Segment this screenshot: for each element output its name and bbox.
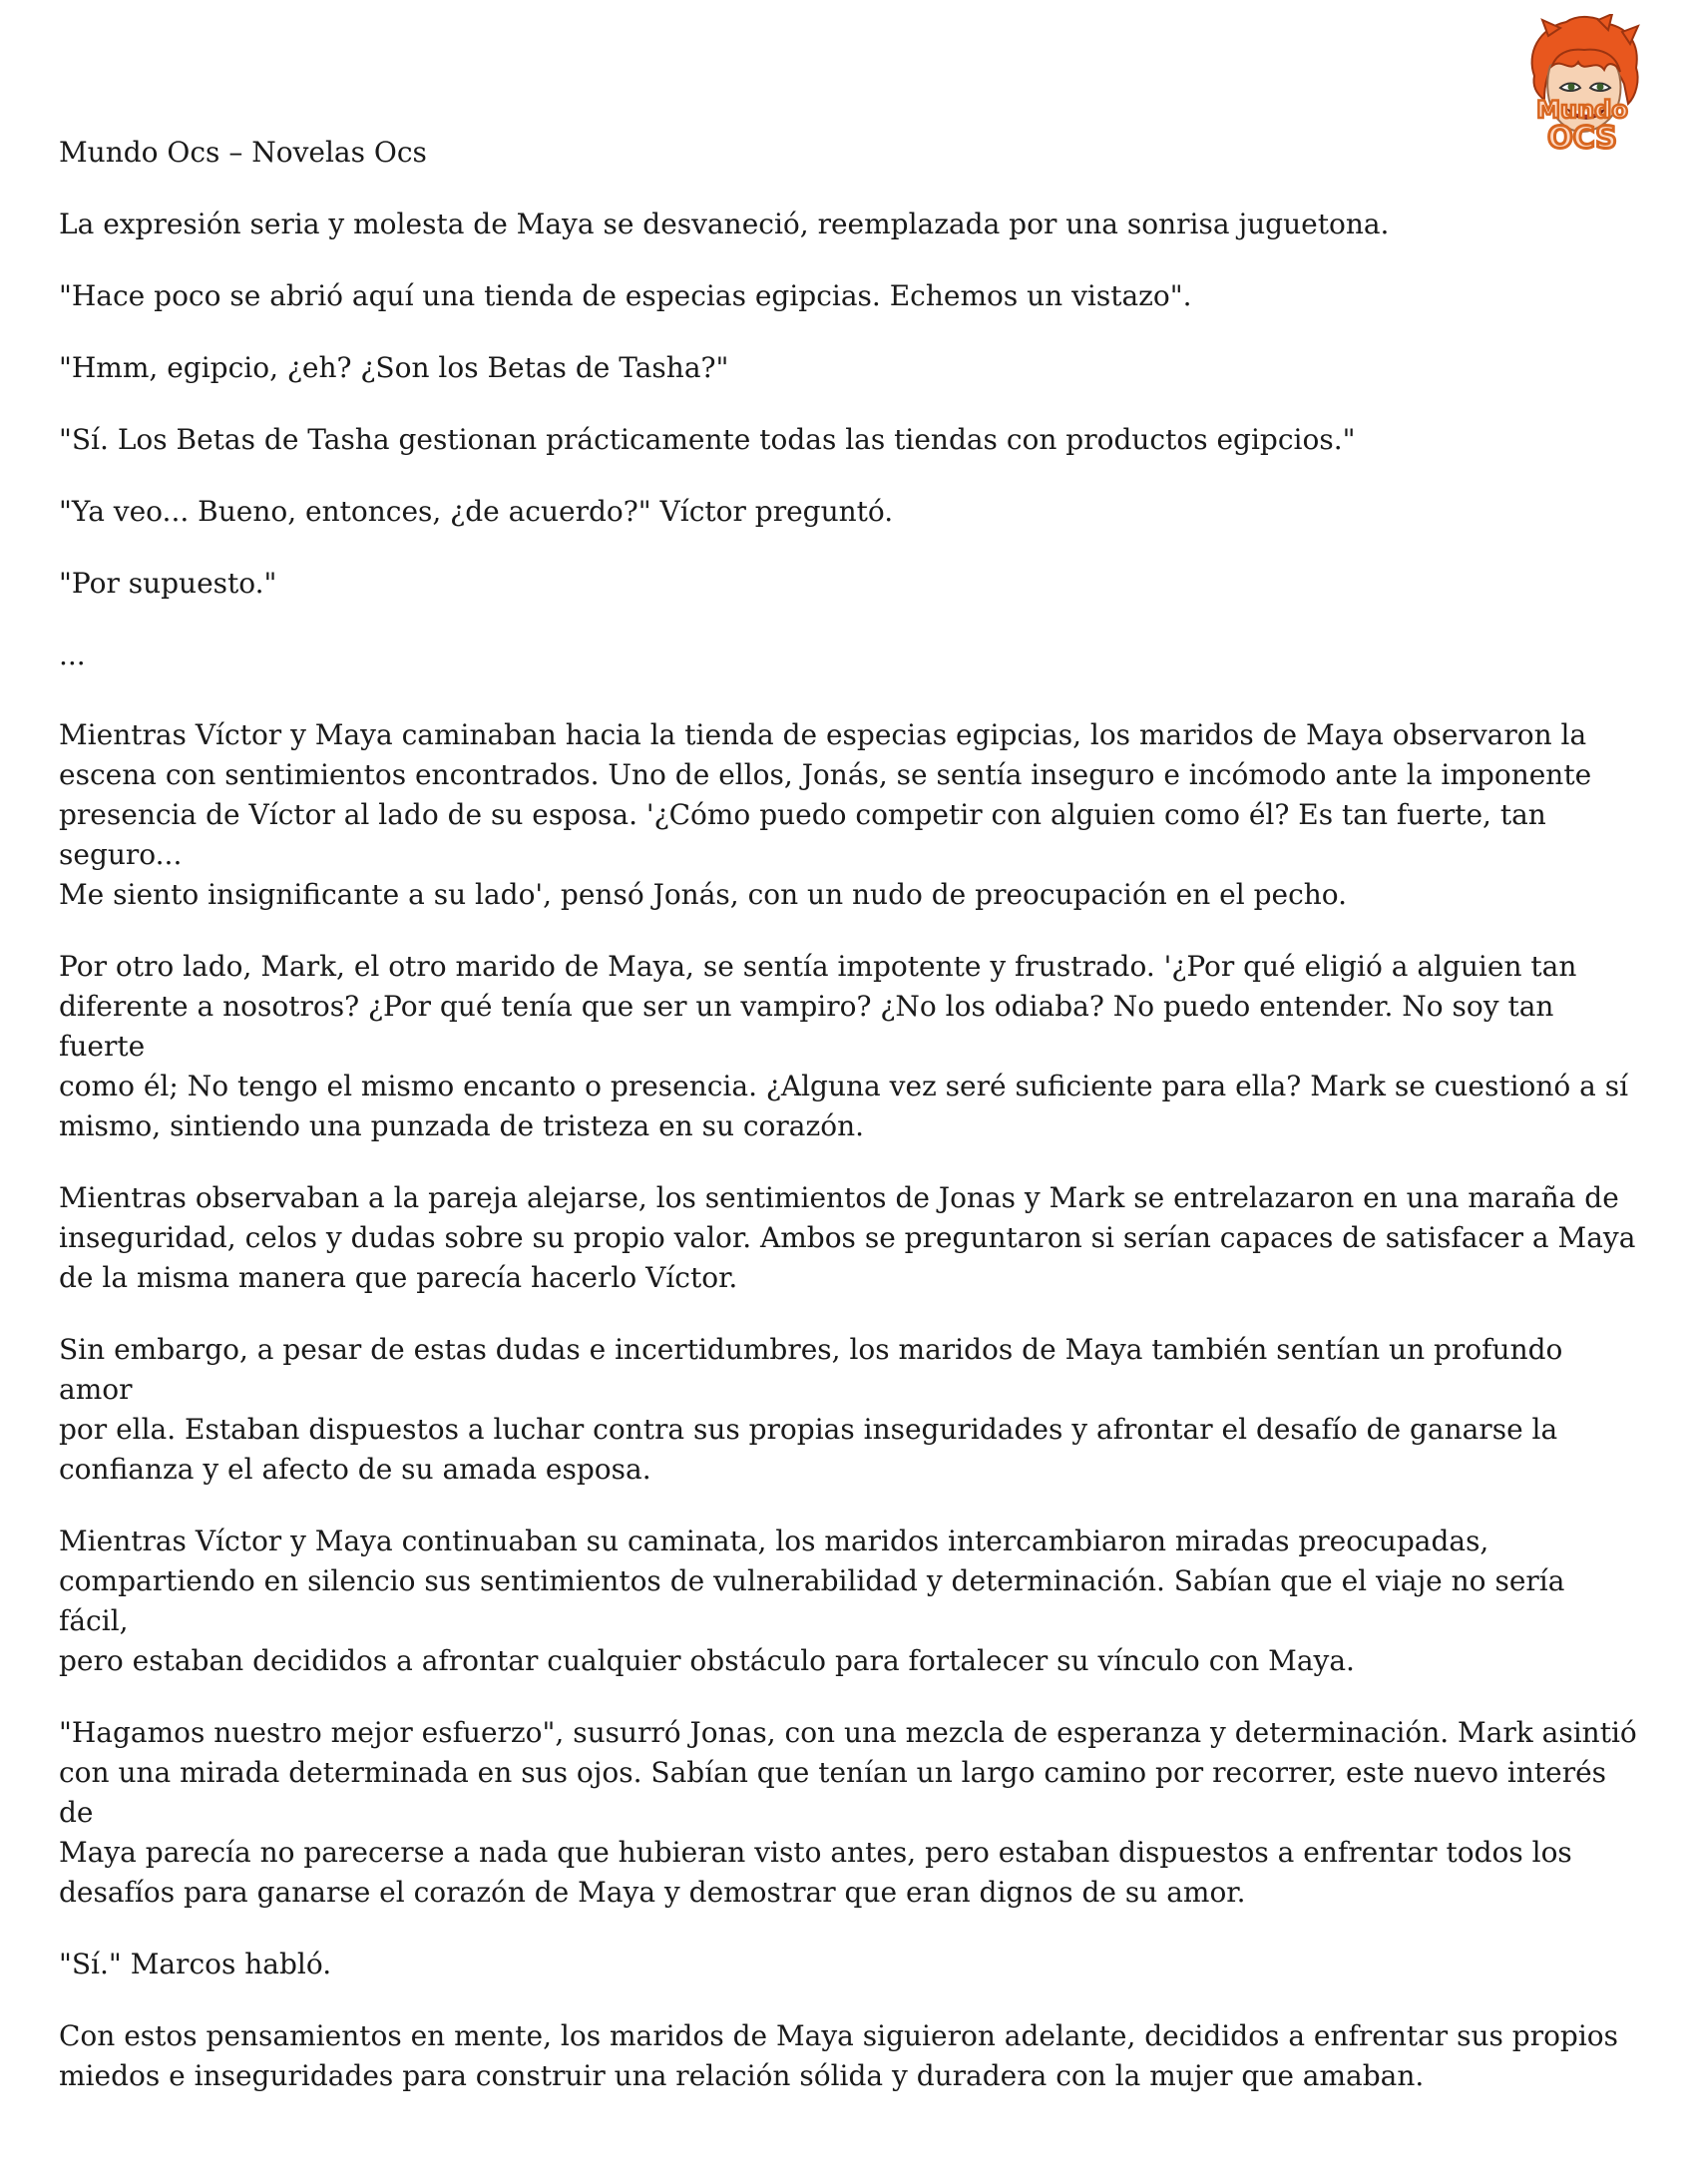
paragraph: Por otro lado, Mark, el otro marido de Maya, se sentía impotente y frustrado. '¿Por qué eligió a alguien tan diferente a nosotros? ¿Por qué tenía que ser un vampiro? ¿No los odiaba? No puedo entender. No soy tan fuerte como él; No tengo el mismo encanto o presencia. ¿Alguna vez seré suficiente para ella? Mark se cuestionó a sí mismo, sintiendo una punzada de tristeza en su corazón. xyxy=(59,950,1629,1142)
paragraph: Con estos pensamientos en mente, los maridos de Maya siguieron adelante, decididos a enfrentar sus propios miedos e inseguridades para construir una relación sólida y duradera con la mujer que amaban. xyxy=(59,2019,1619,2092)
paragraph: "Por supuesto." xyxy=(59,567,277,600)
document-header: Mundo Ocs – Novelas Ocs xyxy=(59,136,427,169)
paragraph: "Hmm, egipcio, ¿eh? ¿Son los Betas de Tasha?" xyxy=(59,351,729,384)
paragraph: Mientras Víctor y Maya continuaban su caminata, los maridos intercambiaron miradas preocupadas, compartiendo en silencio sus sentimientos de vulnerabilidad y determinación. Sabían que el viaje no sería fácil, pero estaban decididos a afrontar cualquier obstáculo para fortalecer su vínculo con Maya. xyxy=(59,1525,1565,1677)
paragraph: "Sí. Los Betas de Tasha gestionan prácticamente todas las tiendas con productos egipcios." xyxy=(59,423,1356,456)
paragraph: "Sí." Marcos habló. xyxy=(59,1948,332,1980)
paragraph: Sin embargo, a pesar de estas dudas e incertidumbres, los maridos de Maya también sentían un profundo amor por ella. Estaban dispuestos a luchar contra sus propias inseguridades y afrontar el desafío de ganarse la confianza y el afecto de su amada esposa. xyxy=(59,1333,1563,1486)
paragraph: Mientras observaban a la pareja alejarse, los sentimientos de Jonas y Mark se entrelazaron en una maraña de inseguridad, celos y dudas sobre su propio valor. Ambos se preguntaron si serían capaces de satisfacer a Maya de la misma manera que parecía hacerlo Víctor. xyxy=(59,1181,1636,1294)
paragraph: "Hagamos nuestro mejor esfuerzo", susurró Jonas, con una mezcla de esperanza y determinación. Mark asintió con una mirada determinada en sus ojos. Sabían que tenían un largo camino por recorrer, este nuevo interés de Maya parecía no parecerse a nada que hubieran visto antes, pero estaban dispuestos a enfrentar todos los desafíos para ganarse el corazón de Maya y demostrar que eran dignos de su amor. xyxy=(59,1716,1637,1909)
paragraph: La expresión seria y molesta de Maya se desvaneció, reemplazada por una sonrisa juguetona. xyxy=(59,208,1390,240)
svg-text:Mundo: Mundo xyxy=(1536,96,1628,124)
mundo-ocs-logo xyxy=(1504,14,1656,174)
paragraph: "Hace poco se abrió aquí una tienda de especias egipcias. Echemos un vistazo". xyxy=(59,279,1192,312)
document-body xyxy=(59,205,1640,2128)
scene-break: ... xyxy=(59,639,86,671)
paragraph: "Ya veo... Bueno, entonces, ¿de acuerdo?" Víctor preguntó. xyxy=(59,495,894,528)
paragraph: Mientras Víctor y Maya caminaban hacia la tienda de especias egipcias, los maridos de Maya observaron la escena con sentimientos encontrados. Uno de ellos, Jonás, se sentía inseguro e incómodo ante la imponente presencia de Víctor al lado de su esposa. '¿Cómo puedo competir con alguien como él? Es tan fuerte, tan seguro... Me siento insignificante a su lado', pensó Jonás, con un nudo de preocupación en el pecho. xyxy=(59,718,1592,911)
svg-text:OCS: OCS xyxy=(1547,121,1617,156)
